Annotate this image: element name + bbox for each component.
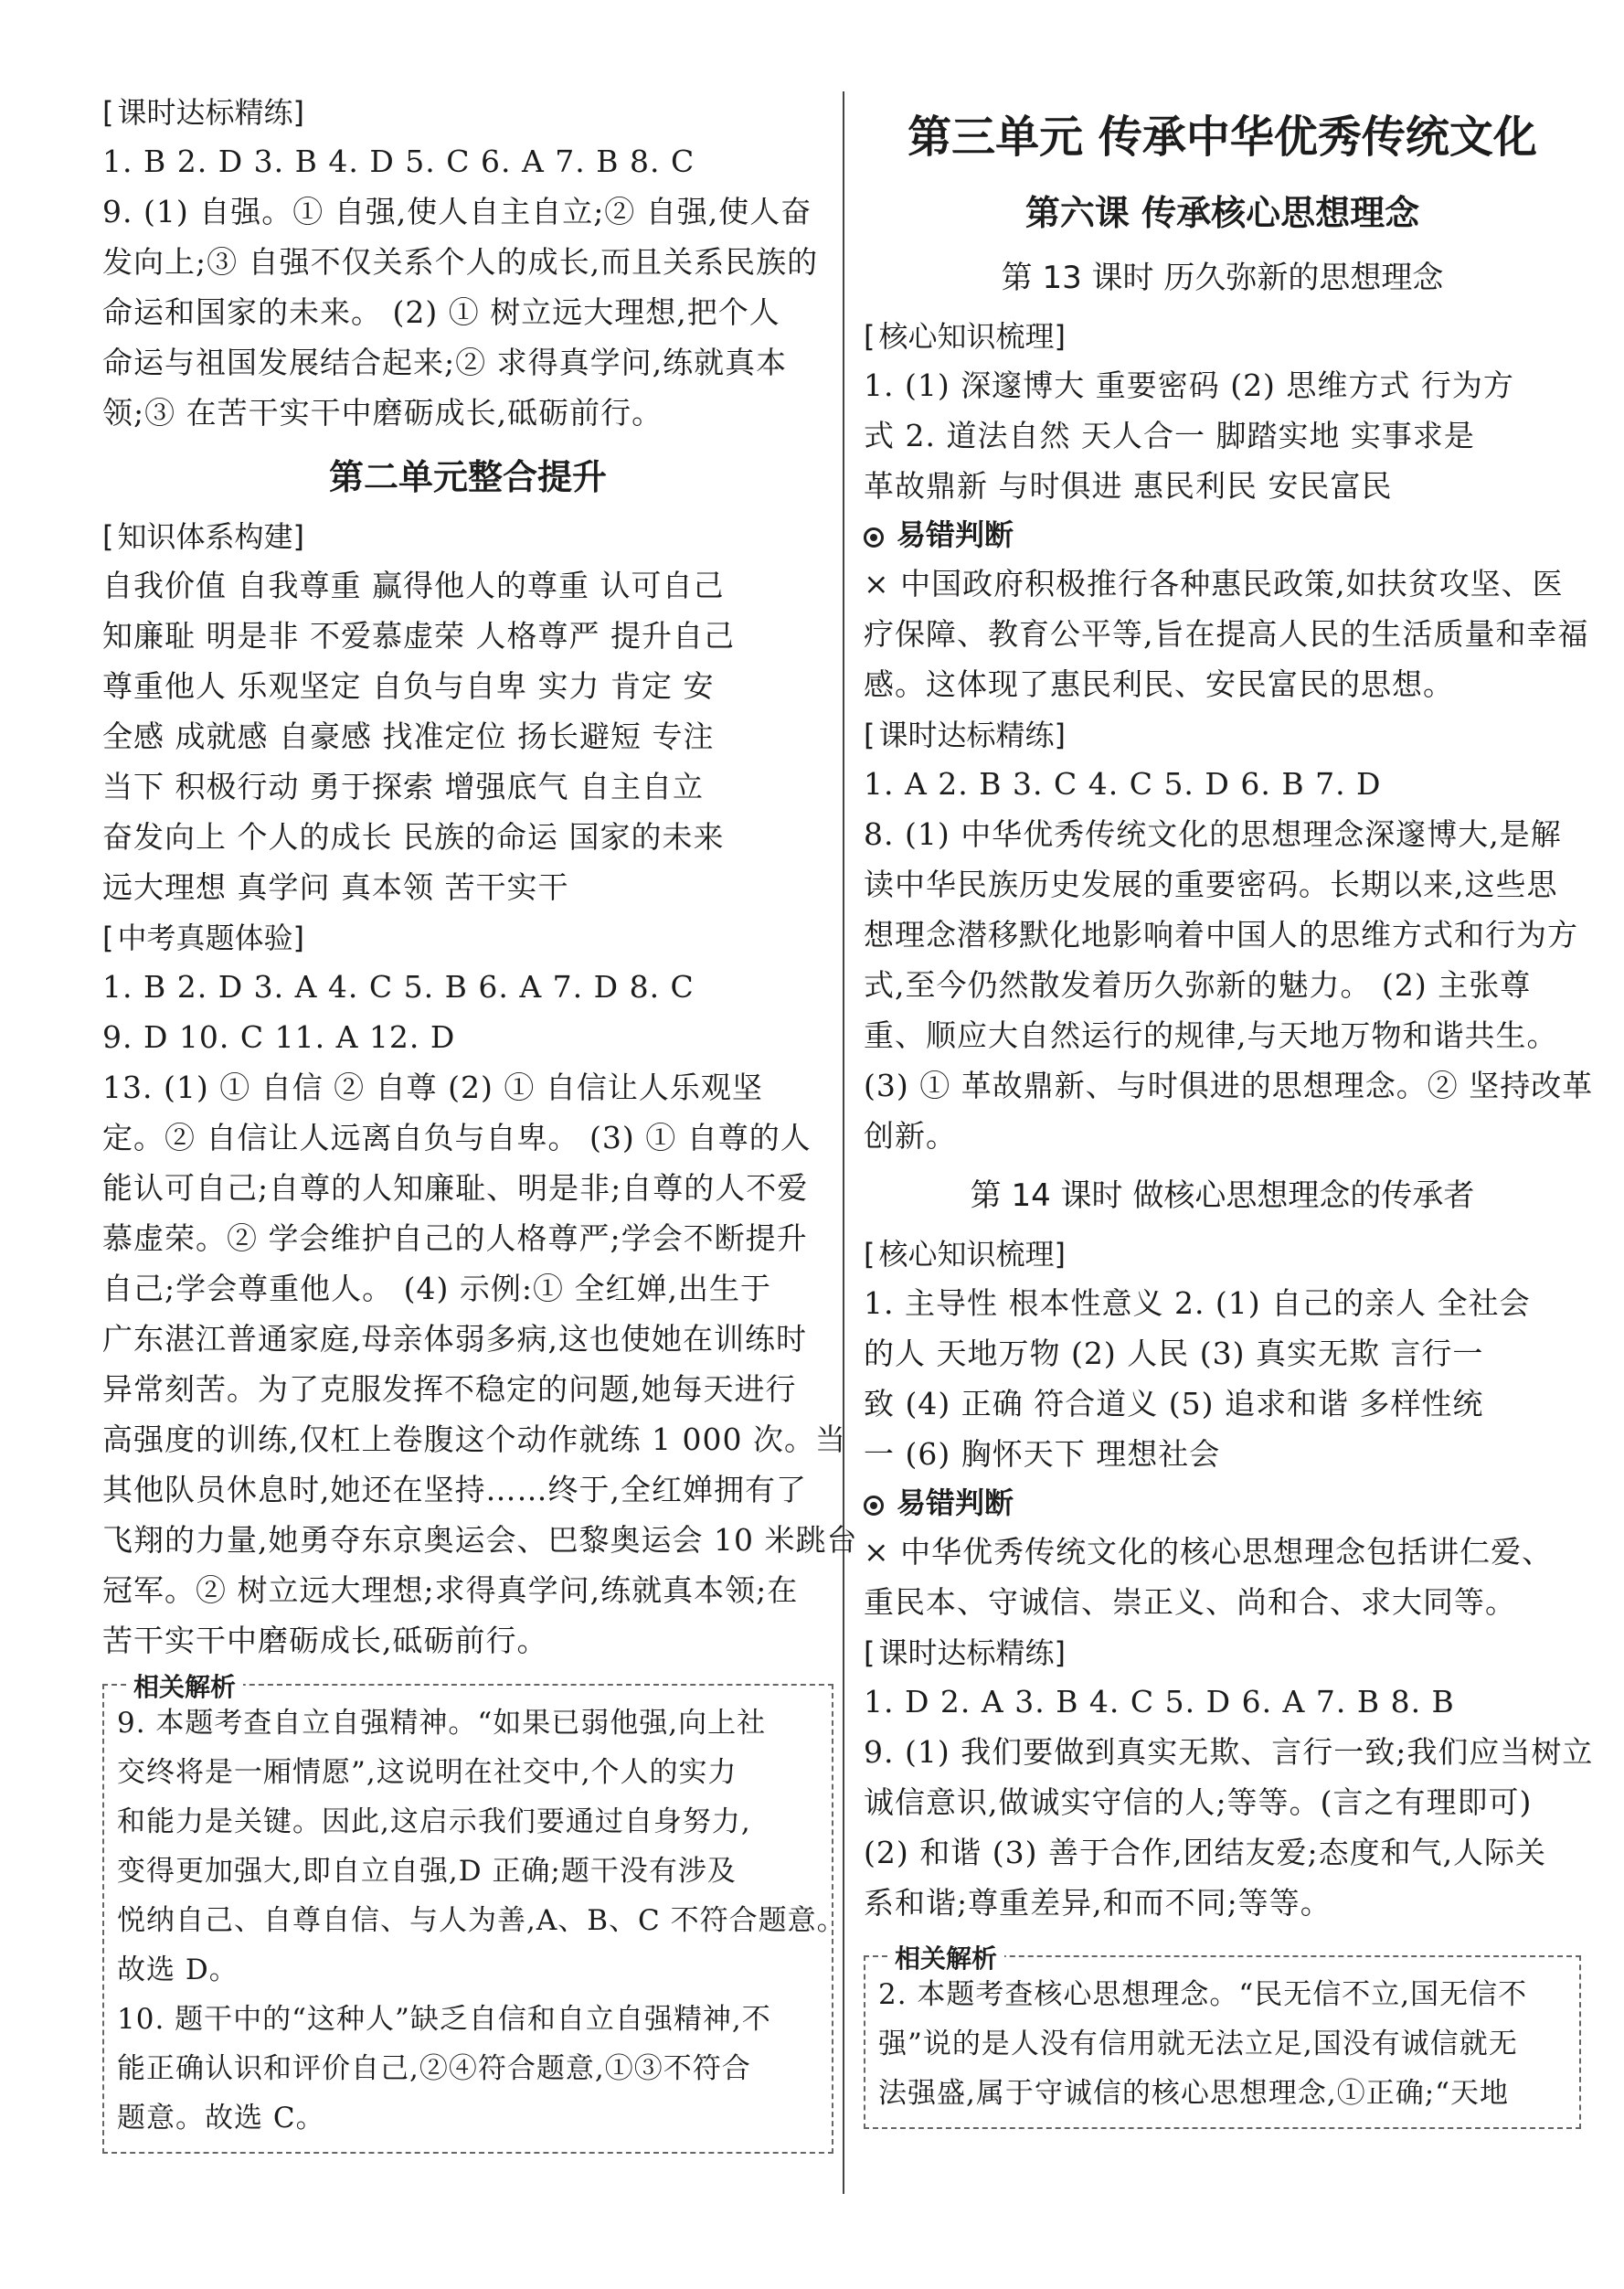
- text-line: 式,至今仍然散发着历久弥新的魅力。 (2) 主张尊: [864, 967, 1532, 1003]
- text-line: 尊重他人 乐观坚定 自负与自卑 实力 肯定 安: [102, 668, 715, 704]
- text-line: 9. (1) 自强。① 自强,使人自主自立;② 自强,使人奋: [102, 194, 812, 229]
- text-line: 1. A 2. B 3. C 4. C 5. D 6. B 7. D: [864, 766, 1382, 802]
- text-line: 异常刻苦。为了克服发挥不稳定的问题,她每天进行: [102, 1371, 797, 1407]
- text-line: 2. 本题考查核心思想理念。“民无信不立,国无信不: [878, 1978, 1528, 2011]
- text-line: 命运与祖国发展结合起来;② 求得真学问,练就真本: [102, 345, 788, 380]
- text-line: 1. B 2. D 3. B 4. D 5. C 6. A 7. B 8. C: [102, 144, 695, 179]
- text-line: 系和谐;尊重差异,和而不同;等等。: [864, 1885, 1332, 1921]
- period-title: 第 14 课时 做核心思想理念的传承者: [970, 1177, 1475, 1214]
- lesson-title: 第六课 传承核心思想理念: [1024, 193, 1420, 233]
- error-judgement-title: 易错判断: [897, 1485, 1014, 1520]
- left-column: [102, 87, 858, 2154]
- text-line: 能正确认识和评价自己,②④符合题意,①③不符合: [117, 2052, 751, 2085]
- text-line: 自我价值 自我尊重 赢得他人的尊重 认可自己: [102, 568, 725, 603]
- text-line: 全感 成就感 自豪感 找准定位 扬长避短 专注: [102, 719, 715, 754]
- error-judgement-title: 易错判断: [897, 517, 1014, 552]
- text-line: 故选 D。: [117, 1954, 239, 1986]
- analysis-title: 相关解析: [126, 1667, 243, 1704]
- text-line: 知廉耻 明是非 不爱慕虚荣 人格尊严 提升自己: [102, 618, 735, 654]
- text-line: 1. B 2. D 3. A 4. C 5. B 6. A 7. D 8. C: [102, 969, 695, 1005]
- text-line: 飞翔的力量,她勇夺东京奥运会、巴黎奥运会 10 米跳台: [102, 1522, 858, 1558]
- section-tag: [ 中考真题体验]: [102, 914, 833, 962]
- period-title: 第 13 课时 历久弥新的思想理念: [1001, 260, 1444, 296]
- analysis-box: [864, 1943, 1581, 2129]
- right-column: [864, 101, 1594, 2129]
- unit-title: 第三单元 传承中华优秀传统文化: [908, 112, 1537, 163]
- text-line: 当下 积极行动 勇于探索 增强底气 自主自立: [102, 769, 704, 804]
- text-line: × 中国政府积极推行各种惠民政策,如扶贫攻坚、医: [864, 566, 1564, 602]
- text-line: 自己;学会尊重他人。 (4) 示例:① 全红婵,出生于: [102, 1271, 771, 1306]
- text-line: 发向上;③ 自强不仅关系个人的成长,而且关系民族的: [102, 244, 819, 280]
- text-line: 其他队员休息时,她还在坚持……终于,全红婵拥有了: [102, 1472, 807, 1507]
- text-line: 疗保障、教育公平等,旨在提高人民的生活质量和幸福: [864, 616, 1589, 652]
- text-line: 1. (1) 深邃博大 重要密码 (2) 思维方式 行为方: [864, 367, 1514, 403]
- practice-answers: [864, 1677, 1594, 1928]
- analysis-title: 相关解析: [887, 1939, 1004, 1975]
- text-line: 定。② 自信让人远离自负与自卑。 (3) ① 自尊的人: [102, 1120, 812, 1155]
- analysis-box: [102, 1672, 846, 2154]
- text-line: 诚信意识,做诚实守信的人;等等。(言之有理即可): [864, 1784, 1533, 1820]
- text-line: 强”说的是人没有信用就无法立足,国没有诚信就无: [878, 2028, 1518, 2060]
- text-line: 革故鼎新 与时俱进 惠民利民 安民富民: [864, 468, 1393, 504]
- text-line: 苦干实干中磨砺成长,砥砺前行。: [102, 1623, 548, 1658]
- text-line: 命运和国家的未来。 (2) ① 树立远大理想,把个人: [102, 294, 780, 330]
- text-line: 法强盛,属于守诚信的核心思想理念,①正确;“天地: [878, 2077, 1509, 2110]
- section-tag: [ 知识体系构建]: [102, 513, 833, 560]
- text-line: 1. D 2. A 3. B 4. C 5. D 6. A 7. B 8. B: [864, 1684, 1455, 1719]
- target-bullet-icon: [864, 527, 884, 548]
- exam-answers: [102, 962, 858, 1666]
- text-line: 创新。: [864, 1118, 957, 1154]
- text-line: 9. D 10. C 11. A 12. D: [102, 1019, 456, 1055]
- section-tag: [ 课时达标精练]: [102, 89, 833, 136]
- text-line: 致 (4) 正确 符合道义 (5) 追求和谐 多样性统: [864, 1386, 1484, 1421]
- text-line: 读中华民族历史发展的重要密码。长期以来,这些思: [864, 867, 1558, 902]
- text-line: 的人 天地万物 (2) 人民 (3) 真实无欺 言行一: [864, 1336, 1484, 1371]
- text-line: 广东湛江普通家庭,母亲体弱多病,这也使她在训练时: [102, 1321, 807, 1357]
- text-line: 悦纳自己、自尊自信、与人为善,A、B、C 不符合题意。: [117, 1904, 846, 1937]
- text-line: 9. (1) 我们要做到真实无欺、言行一致;我们应当树立: [864, 1734, 1594, 1770]
- error-judgement: [864, 1527, 1581, 1627]
- text-line: 1. 主导性 根本性意义 2. (1) 自己的亲人 全社会: [864, 1285, 1531, 1321]
- practice-answers: [102, 136, 833, 438]
- text-line: 一 (6) 胸怀天下 理想社会: [864, 1436, 1221, 1472]
- section-tag: [ 课时达标精练]: [864, 1629, 1581, 1677]
- unit-review-title: 第二单元整合提升: [328, 457, 607, 497]
- text-line: 和能力是关键。因此,这启示我们要通过自身努力,: [117, 1805, 751, 1838]
- text-line: 题意。故选 C。: [117, 2102, 325, 2135]
- text-line: 远大理想 真学问 真本领 苦干实干: [102, 869, 569, 905]
- text-line: 想理念潜移默化地影响着中国人的思维方式和行为方: [864, 917, 1578, 953]
- text-line: 奋发向上 个人的成长 民族的命运 国家的未来: [102, 819, 725, 855]
- text-line: (2) 和谐 (3) 善于合作,团结友爱;态度和气,人际关: [864, 1835, 1547, 1870]
- knowledge-structure: [102, 560, 833, 912]
- section-tag: [ 核心知识梳理]: [864, 313, 1581, 360]
- text-line: 能认可自己;自尊的人知廉耻、明是非;自尊的人不爱: [102, 1170, 809, 1206]
- text-line: 慕虚荣。② 学会维护自己的人格尊严;学会不断提升: [102, 1220, 808, 1256]
- core-knowledge: [864, 1278, 1581, 1479]
- section-tag: [ 核心知识梳理]: [864, 1230, 1581, 1278]
- text-line: 式 2. 道法自然 天人合一 脚踏实地 实事求是: [864, 418, 1475, 453]
- text-line: × 中华优秀传统文化的核心思想理念包括讲仁爱、: [864, 1534, 1554, 1570]
- text-line: 重、顺应大自然运行的规律,与天地万物和谐共生。: [864, 1017, 1558, 1053]
- text-line: 重民本、守诚信、崇正义、尚和合、求大同等。: [864, 1584, 1516, 1620]
- text-line: 10. 题干中的“这种人”缺乏自信和自立自强精神,不: [117, 2003, 771, 2036]
- text-line: 变得更加强大,即自立自强,D 正确;题干没有涉及: [117, 1855, 737, 1888]
- text-line: 冠军。② 树立远大理想;求得真学问,练就真本领;在: [102, 1572, 799, 1608]
- error-judgement-heading: [864, 1479, 1581, 1527]
- target-bullet-icon: [864, 1496, 884, 1516]
- error-judgement: [864, 559, 1589, 709]
- practice-answers: [864, 759, 1594, 1161]
- core-knowledge: [864, 360, 1581, 511]
- text-line: 高强度的训练,仅杠上卷腹这个动作就练 1 000 次。当: [102, 1421, 846, 1457]
- column-divider: [843, 91, 844, 2194]
- text-line: 13. (1) ① 自信 ② 自尊 (2) ① 自信让人乐观坚: [102, 1070, 763, 1105]
- error-judgement-heading: [864, 511, 1581, 559]
- text-line: (3) ① 革故鼎新、与时俱进的思想理念。② 坚持改革: [864, 1068, 1594, 1103]
- section-tag: [ 课时达标精练]: [864, 711, 1581, 759]
- text-line: 领;③ 在苦干实干中磨砺成长,砥砺前行。: [102, 395, 663, 431]
- text-line: 9. 本题考查自立自强精神。“如果已弱他强,向上社: [117, 1707, 767, 1740]
- text-line: 8. (1) 中华优秀传统文化的思想理念深邃博大,是解: [864, 816, 1562, 852]
- text-line: 交终将是一厢情愿”,这说明在社交中,个人的实力: [117, 1756, 738, 1789]
- text-line: 感。这体现了惠民利民、安民富民的思想。: [864, 666, 1454, 702]
